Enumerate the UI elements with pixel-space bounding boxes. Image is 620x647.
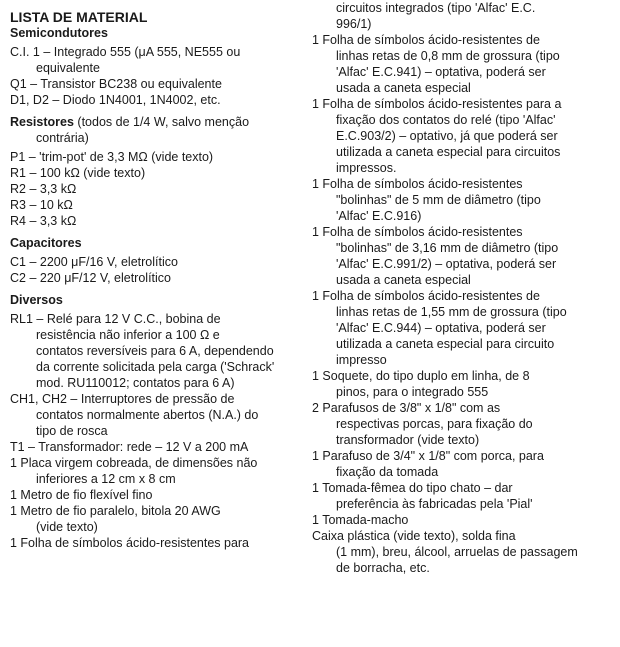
section-heading-resistores-line <box>10 114 310 130</box>
list-line: (vide texto) <box>36 520 98 534</box>
list-line: usada a caneta especial <box>336 81 471 95</box>
left-column <box>10 0 310 551</box>
list-line: preferência às fabricadas pela 'Pial' <box>336 497 533 511</box>
list-line: mod. RU110012; contatos para 6 A) <box>36 376 235 390</box>
list-line: 1 Parafuso de 3/4" x 1/8" com porca, para <box>312 449 544 463</box>
list-line: 1 Folha de símbolos ácido-resistentes <box>312 225 523 239</box>
list-line: utilizada a caneta especial para circuito <box>336 337 555 351</box>
list-line: 'Alfac' E.C.941) – optativa, poderá ser <box>336 65 546 79</box>
list-line: contatos reversíveis para 6 A, dependendo <box>36 344 274 358</box>
list-line: 1 Tomada-macho <box>312 513 409 527</box>
list-line: D1, D2 – Diodo 1N4001, 1N4002, etc. <box>10 93 221 107</box>
list-line: T1 – Transformador: rede – 12 V a 200 mA <box>10 440 249 454</box>
list-line: resistência não inferior a 100 Ω e <box>36 328 220 342</box>
section-heading-resistores: Resistores <box>10 115 74 129</box>
section-heading-diversos: Diversos <box>10 293 63 307</box>
list-line: R1 – 100 kΩ (vide texto) <box>10 166 146 180</box>
list-line: 1 Soquete, do tipo duplo em linha, de 8 <box>312 369 530 383</box>
list-line: transformador (vide texto) <box>336 433 480 447</box>
list-line: (1 mm), breu, álcool, arruelas de passagem <box>336 545 578 559</box>
list-line: "bolinhas" de 3,16 mm de diâmetro (tipo <box>336 241 559 255</box>
list-line: fixação dos contatos do relé (tipo 'Alfac' <box>336 113 556 127</box>
list-line: impresso <box>336 353 387 367</box>
section-heading-capacitores: Capacitores <box>10 236 82 250</box>
list-line: "bolinhas" de 5 mm de diâmetro (tipo <box>336 193 541 207</box>
list-line: 2 Parafusos de 3/8" x 1/8" com as <box>312 401 501 415</box>
list-line: equivalente <box>36 61 100 75</box>
list-line: R4 – 3,3 kΩ <box>10 214 77 228</box>
list-line: usada a caneta especial <box>336 273 471 287</box>
list-line: pinos, para o integrado 555 <box>336 385 489 399</box>
list-line: 1 Folha de símbolos ácido-resistentes de <box>312 33 540 47</box>
list-line: inferiores a 12 cm x 8 cm <box>36 472 176 486</box>
list-line: contatos normalmente abertos (N.A.) do <box>36 408 259 422</box>
list-line: C.I. 1 – Integrado 555 (μA 555, NE555 ou <box>10 45 241 59</box>
section-heading-semicondutores: Semicondutores <box>10 26 108 40</box>
list-line: R2 – 3,3 kΩ <box>10 182 77 196</box>
list-line: CH1, CH2 – Interruptores de pressão de <box>10 392 235 406</box>
section-heading-note-cont: contrária) <box>36 131 89 145</box>
list-line: fixação da tomada <box>336 465 439 479</box>
list-line: tipo de rosca <box>36 424 108 438</box>
list-line: 996/1) <box>336 17 372 31</box>
list-line: R3 – 10 kΩ <box>10 198 73 212</box>
list-line: impressos. <box>336 161 397 175</box>
list-line: 1 Folha de símbolos ácido-resistentes <box>312 177 523 191</box>
list-line: 1 Folha de símbolos ácido-resistentes para a <box>312 97 562 111</box>
list-line: 1 Metro de fio paralelo, bitola 20 AWG <box>10 504 221 518</box>
list-line: 1 Folha de símbolos ácido-resistentes de <box>312 289 540 303</box>
list-line: 'Alfac' E.C.944) – optativa, poderá ser <box>336 321 546 335</box>
list-line: C2 – 220 μF/12 V, eletrolítico <box>10 271 171 285</box>
list-line: linhas retas de 0,8 mm de grossura (tipo <box>336 49 560 63</box>
list-line: respectivas porcas, para fixação do <box>336 417 533 431</box>
list-line: C1 – 2200 μF/16 V, eletrolítico <box>10 255 178 269</box>
list-line: 'Alfac' E.C.916) <box>336 209 422 223</box>
document-title: LISTA DE MATERIAL <box>10 9 148 25</box>
list-line: linhas retas de 1,55 mm de grossura (tipo <box>336 305 567 319</box>
list-line: 1 Folha de símbolos ácido-resistentes para <box>10 536 250 550</box>
list-line: 1 Metro de fio flexível fino <box>10 488 153 502</box>
list-line: utilizada a caneta especial para circuitos <box>336 145 561 159</box>
list-line: 1 Tomada-fêmea do tipo chato – dar <box>312 481 513 495</box>
list-line: RL1 – Relé para 12 V C.C., bobina de <box>10 312 221 326</box>
right-column <box>312 0 618 576</box>
list-line: E.C.903/2) – optativo, já que poderá ser <box>336 129 558 143</box>
section-heading-note: (todos de 1/4 W, salvo menção <box>73 115 250 129</box>
list-line: Caixa plástica (vide texto), solda fina <box>312 529 516 543</box>
list-line: P1 – 'trim-pot' de 3,3 MΩ (vide texto) <box>10 150 214 164</box>
list-line: circuitos integrados (tipo 'Alfac' E.C. <box>336 1 536 15</box>
list-line: 'Alfac' E.C.991/2) – optativa, poderá ser <box>336 257 557 271</box>
list-line: da corrente solicitada pela carga ('Schrack' <box>36 360 275 374</box>
list-line: 1 Placa virgem cobreada, de dimensões não <box>10 456 258 470</box>
list-line: Q1 – Transistor BC238 ou equivalente <box>10 77 222 91</box>
list-line: de borracha, etc. <box>336 561 430 575</box>
